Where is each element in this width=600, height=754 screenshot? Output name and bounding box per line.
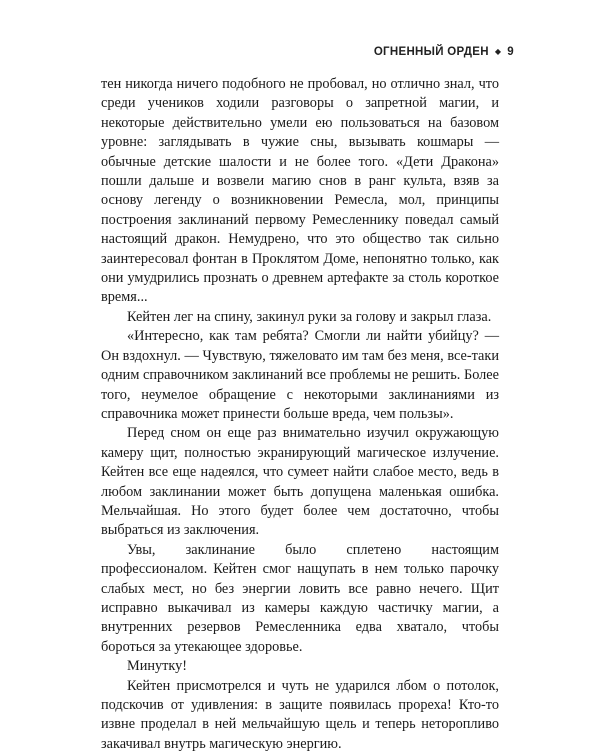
body-text — [101, 75, 499, 754]
paragraph: «Интересно, как там ребята? Смогли ли найти убийцу? — Он вздохнул. — Чувствую, тяжеловато им там без меня, все-таки одним справочником заклинаний все проблемы не решить. Более того, неумелое обращение с некоторыми заклинаниями из справочника может принести больше вреда, чем пользы». — [101, 328, 499, 422]
paragraph: Кейтен присмотрелся и чуть не ударился лбом о потолок, подскочив от удивления: в защите появилась прореха! Кто-то извне проделал в ней мельчайшую щель и теперь неторопливо закачивал внутрь магическую энергию. — [101, 677, 499, 752]
paragraph: Минутку! — [127, 658, 188, 675]
paragraph: Перед сном он еще раз внимательно изучил окружающую камеру щит, полностью экранирующий магическое излучение. Кейтен все еще надеялся, что сумеет найти слабое место, ведь в любом заклинании может быть допущена маленькая ошибка. Мельчайшая. Но этого будет более чем достаточно, чтобы выбраться из заключения. — [101, 425, 499, 539]
paragraph: Кейтен лег на спину, закинул руки за голову и закрыл глаза. — [127, 308, 492, 325]
page-number: 9 — [507, 46, 514, 58]
paragraph: Увы, заклинание было сплетено настоящим профессионалом. Кейтен смог нащупать в нем только парочку слабых мест, но без энергии ловить все равно нечего. Щит исправно выкачивал из камеры каждую частичку магии, а внутренних резервов Ремесленника едва хватало, чтобы бороться за утекающее здоровье. — [101, 541, 499, 655]
book-title: ОГНЕННЫЙ ОРДЕН — [373, 46, 489, 58]
paragraph: тен никогда ничего подобного не пробовал, но отлично знал, что среди учеников ходили разговоры о запретной магии, и некоторые действительно умели ею пользоваться на базовом уровне: заглядывать в чужие сны, вызывать кошмары — обычные детские шалости и не более того. «Дети Дракона» пошли дальше и возвели магию снов в ранг культа, взяв за основу легенду о возникновении Ремесла, мол, принципы построения заклинаний первому Ремесленнику поведал самый настоящий дракон. Немудрено, что это общество так сильно заинтересовал фонтан в Проклятом Доме, непонятно только, как они умудрились прознать о древнем артефакте за столь короткое время... — [101, 76, 499, 306]
running-head — [374, 46, 514, 58]
diamond-separator-icon: ◆ — [494, 46, 502, 56]
